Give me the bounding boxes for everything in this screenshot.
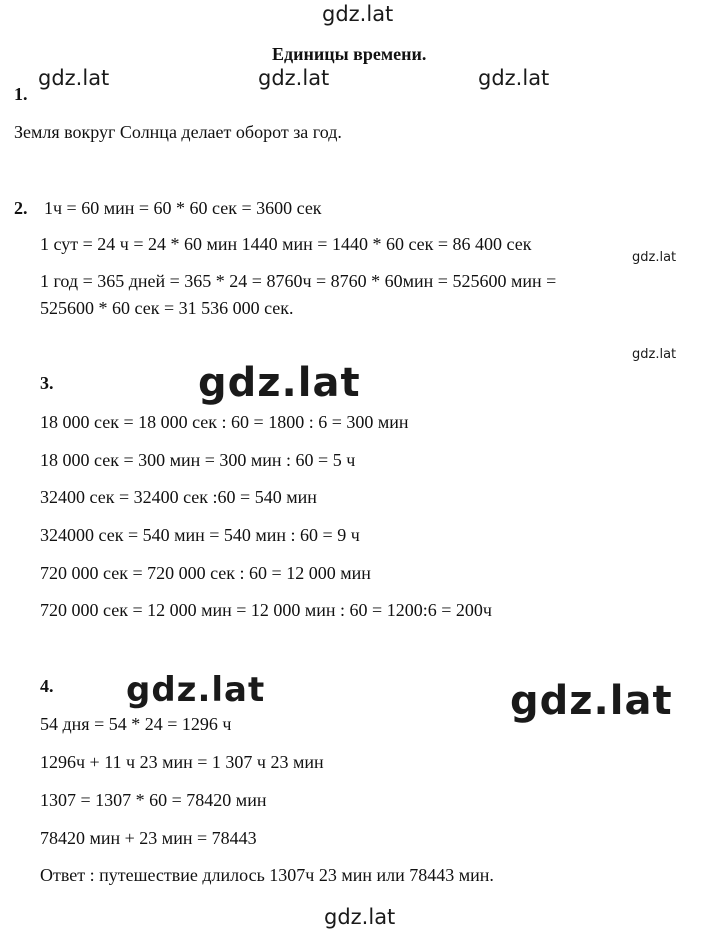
watermark-top: gdz.lat (322, 2, 394, 26)
task-4-number: 4. (40, 676, 54, 696)
task-3-line-4: 324000 сек = 540 мин = 540 мин : 60 = 9 ч (40, 525, 360, 545)
task-4-line-3: 1307 = 1307 * 60 = 78420 мин (40, 790, 267, 810)
task-3-line-5: 720 000 сек = 720 000 сек : 60 = 12 000 мин (40, 563, 371, 583)
task-1-line-1: Земля вокруг Солнца делает оборот за год. (14, 122, 342, 142)
watermark-row1-right: gdz.lat (478, 66, 550, 90)
task-3-line-1: 18 000 сек = 18 000 сек : 60 = 1800 : 6 = 300 мин (40, 412, 409, 432)
watermark-large-3: gdz.lat (510, 678, 673, 724)
task-3-line-3: 32400 сек = 32400 сек :60 = 540 мин (40, 487, 317, 507)
watermark-bottom: gdz.lat (324, 905, 396, 929)
task-2-number: 2. (14, 198, 28, 218)
task-4-line-4: 78420 мин + 23 мин = 78443 (40, 828, 257, 848)
task-4-answer: Ответ : путешествие длилось 1307ч 23 мин или 78443 мин. (40, 865, 494, 885)
watermark-small-1: gdz.lat (632, 250, 677, 265)
task-4-line-1: 54 дня = 54 * 24 = 1296 ч (40, 714, 232, 734)
watermark-large-2: gdz.lat (126, 670, 266, 710)
task-2-line-3: 1 год = 365 дней = 365 * 24 = 8760ч = 8760 * 60мин = 525600 мин = (40, 271, 557, 291)
task-2-line-1: 1ч = 60 мин = 60 * 60 сек = 3600 сек (44, 198, 322, 218)
task-3-number: 3. (40, 373, 54, 393)
watermark-row1-left: gdz.lat (38, 66, 110, 90)
watermark-row1-mid: gdz.lat (258, 66, 330, 90)
page-title: Единицы времени. (272, 44, 427, 64)
task-3-line-2: 18 000 сек = 300 мин = 300 мин : 60 = 5 ч (40, 450, 356, 470)
task-1-number: 1. (14, 84, 28, 104)
watermark-large-1: gdz.lat (198, 360, 361, 406)
task-4-line-2: 1296ч + 11 ч 23 мин = 1 307 ч 23 мин (40, 752, 324, 772)
task-3-line-6: 720 000 сек = 12 000 мин = 12 000 мин : 60 = 1200:6 = 200ч (40, 600, 492, 620)
task-2-line-4: 525600 * 60 сек = 31 536 000 сек. (40, 298, 294, 318)
watermark-small-2: gdz.lat (632, 347, 677, 362)
task-2-line-2: 1 сут = 24 ч = 24 * 60 мин 1440 мин = 1440 * 60 сек = 86 400 сек (40, 234, 532, 254)
